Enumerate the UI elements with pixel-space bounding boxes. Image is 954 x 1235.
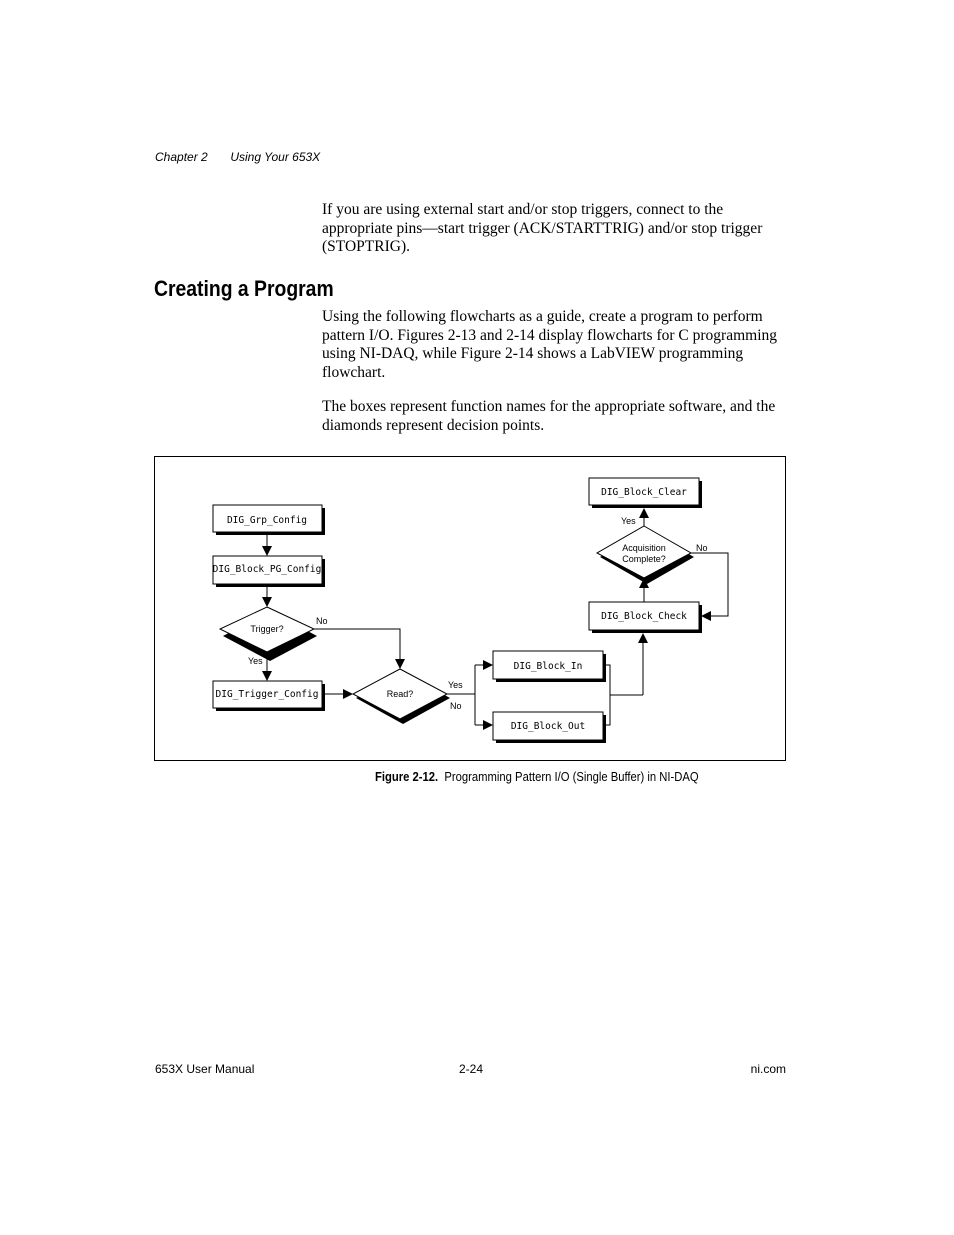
body-paragraph-2: The boxes represent function names for the appropriate software, and the diamonds represent decision points. [322,398,776,434]
flowchart-diagram [155,457,785,760]
section-heading: Creating a Program [154,276,334,301]
box-block-check-label: DIG_Block_Check [601,611,687,622]
figure-caption [375,770,699,784]
footer-manual-title: 653X User Manual [155,1062,255,1076]
body-paragraph-1: Using the following flowcharts as a guide, create a program to perform pattern I/O. Figures 2-13 and 2-14 display flowcharts for C programming using NI-DAQ, while Figure 2-14 shows a LabVIEW programming flowchart. [322,308,778,382]
flowchart-figure [154,456,786,761]
decision-trigger-label: Trigger? [250,624,284,634]
decision-read [353,669,450,724]
box-block-check [589,602,702,633]
decision-acquisition-label-2: Complete? [622,554,666,564]
box-block-out [493,712,606,743]
intro-paragraph: If you are using external start and/or stop triggers, connect to the appropriate pins—start trigger (ACK/STARTTRIG) and/or stop trigger (STOPTRIG). [322,201,763,256]
box-block-clear-label: DIG_Block_Clear [601,487,687,498]
box-trigger-config [213,681,325,711]
box-trigger-config-label: DIG_Trigger_Config [215,689,319,700]
box-grp-config [213,505,325,535]
footer-page-number: 2-24 [459,1062,484,1076]
box-block-pg-config [213,556,325,587]
label-read-yes: Yes [448,680,463,690]
label-acq-yes: Yes [621,516,636,526]
chapter-title: Using Your 653X [230,150,321,164]
box-block-in-label: DIG_Block_In [513,661,583,672]
chapter-label: Chapter 2 [155,150,208,164]
figure-caption-text: Programming Pattern I/O (Single Buffer) in NI-DAQ [444,770,699,784]
box-block-pg-config-label: DIG_Block_PG_Config [212,564,322,575]
decision-read-label: Read? [386,689,414,699]
running-header [155,150,320,164]
box-grp-config-label: DIG_Grp_Config [226,515,308,526]
label-trigger-yes: Yes [248,656,263,666]
figure-caption-label: Figure 2-12. [375,770,439,784]
label-trigger-no: No [316,616,328,626]
label-acq-no: No [696,543,708,553]
label-read-no: No [450,701,462,711]
box-block-out-label: DIG_Block_Out [510,721,586,732]
decision-acquisition-label-1: Acquisition [622,543,666,553]
decision-trigger [220,607,317,661]
footer-website: ni.com [750,1062,786,1076]
box-block-in [493,651,606,682]
decision-acquisition [597,526,694,584]
box-block-clear [589,478,702,508]
